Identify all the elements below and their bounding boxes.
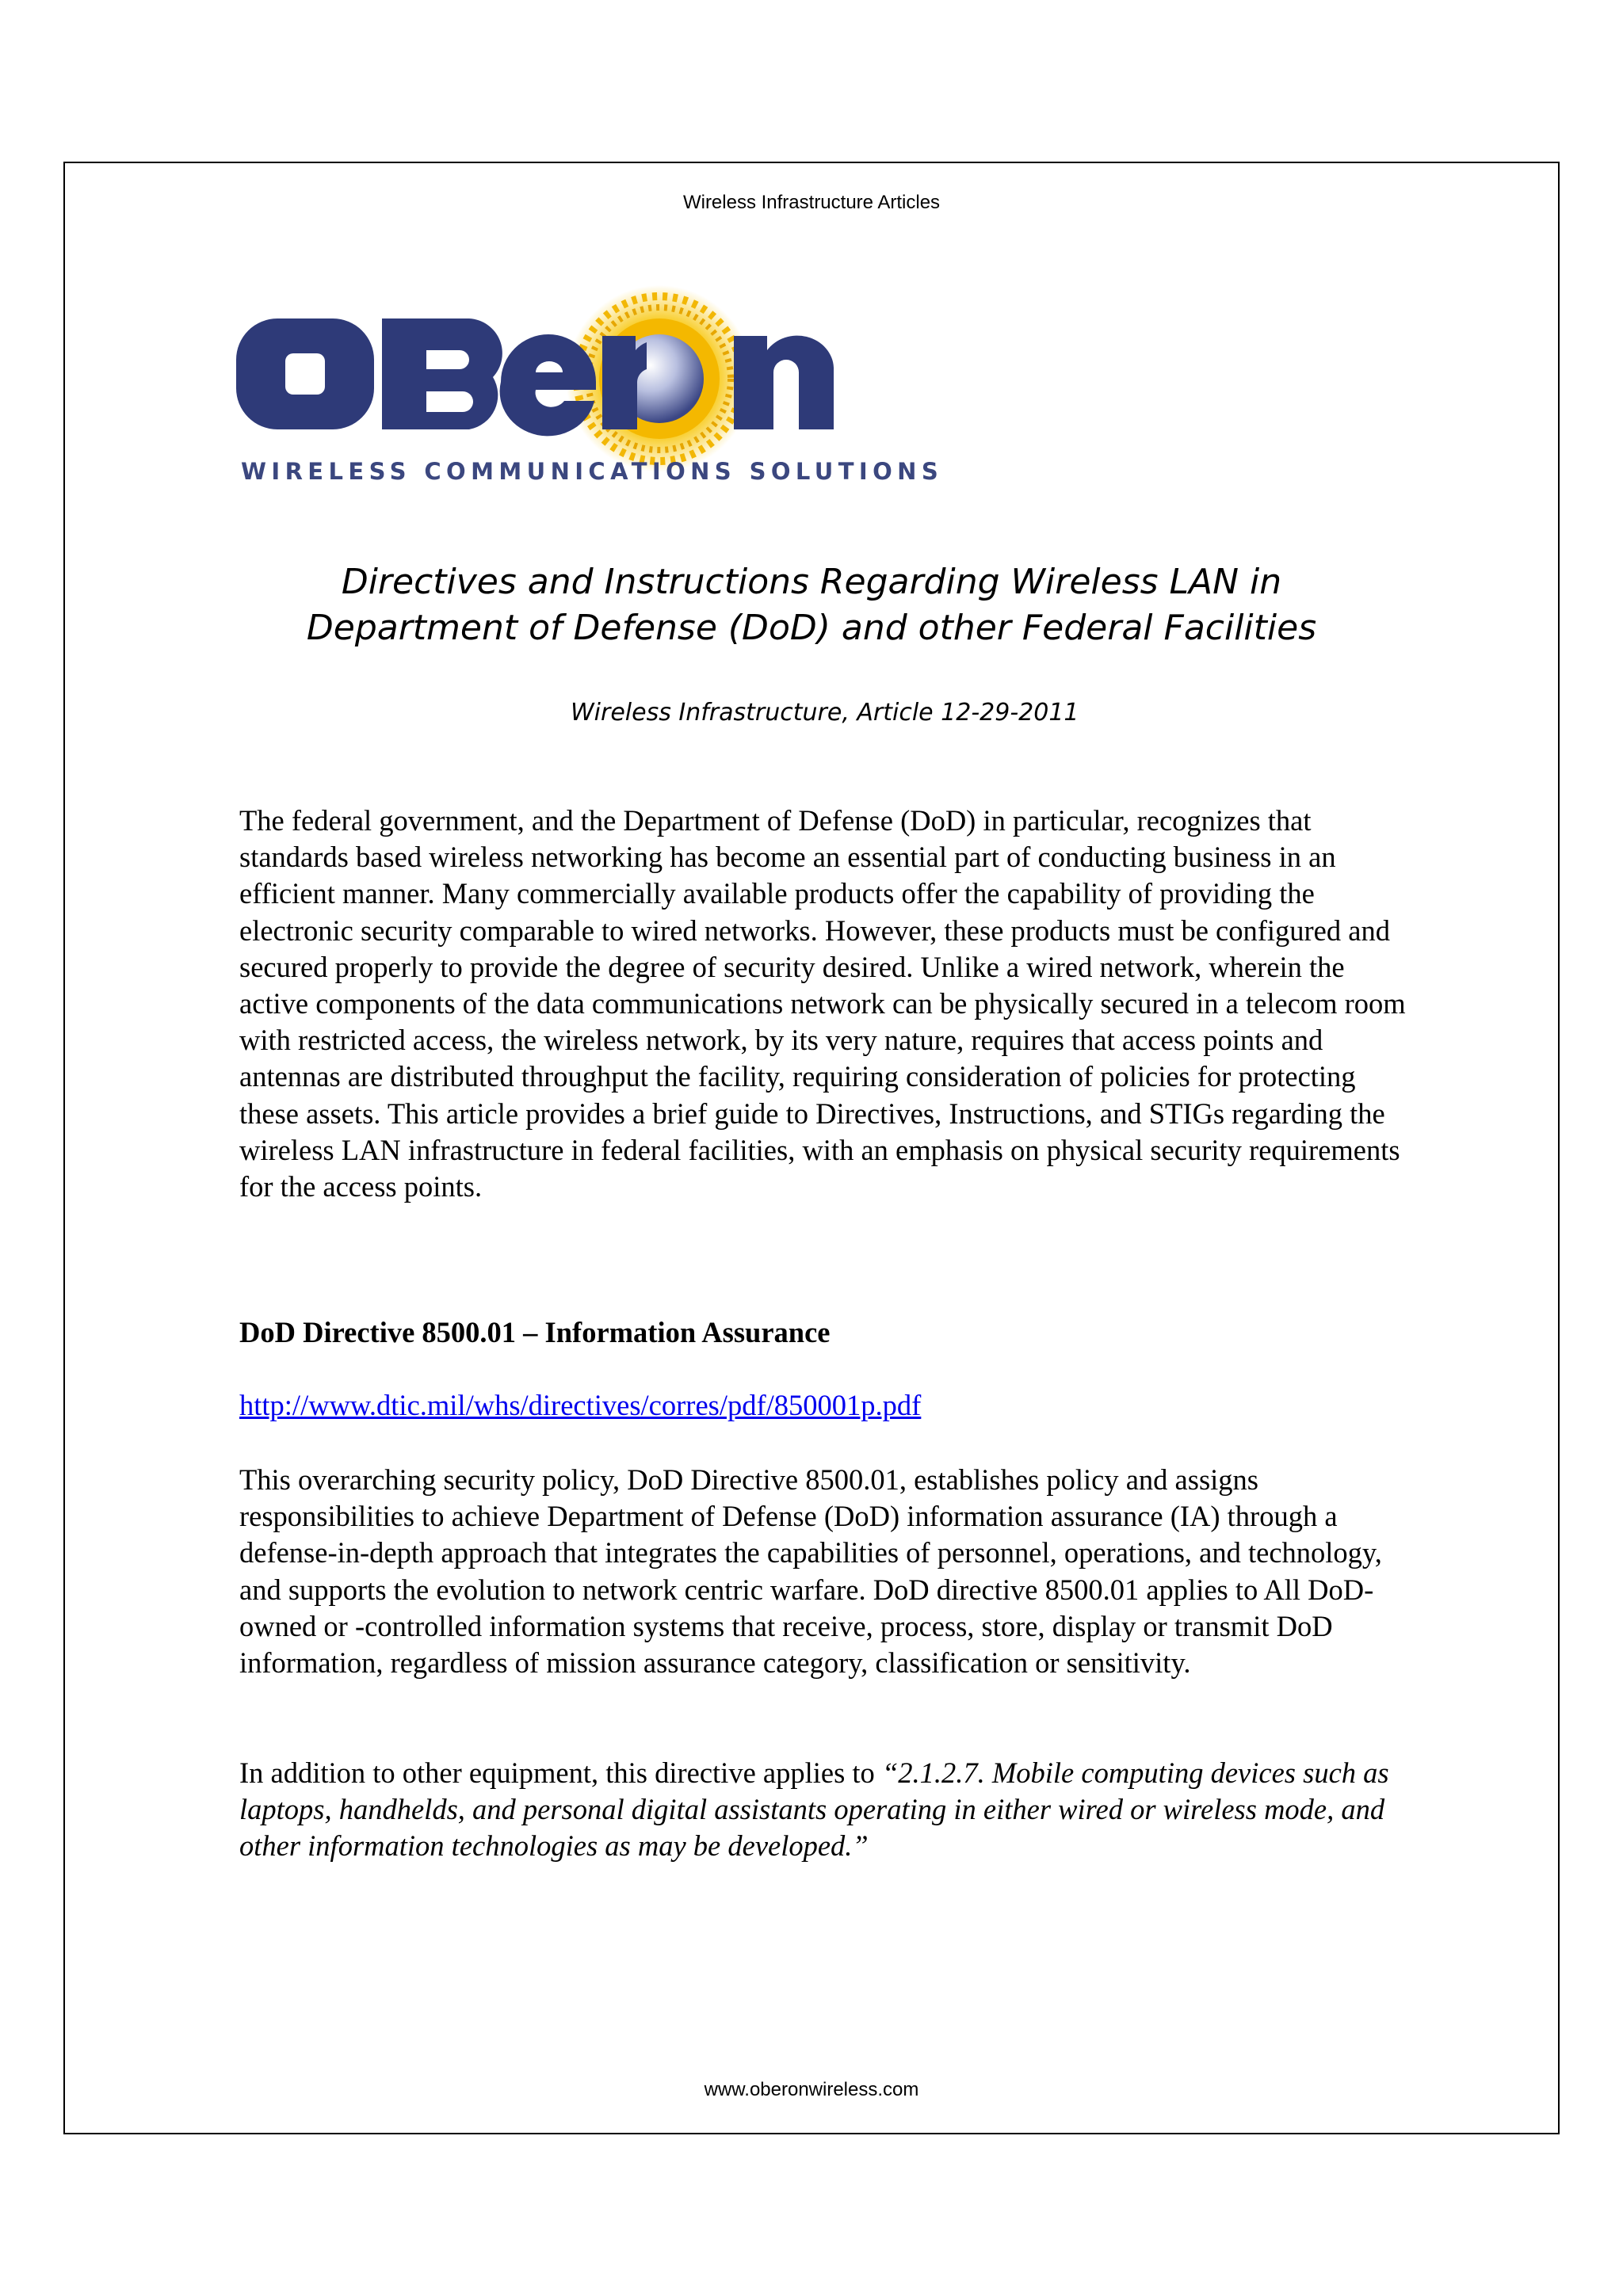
section-heading: DoD Directive 8500.01 – Information Assurance bbox=[239, 1316, 831, 1348]
applies-paragraph bbox=[239, 1755, 1412, 1865]
oberon-logo-graphic bbox=[230, 277, 943, 499]
page-footer: www.oberonwireless.com bbox=[704, 2079, 919, 2100]
article-subtitle: Wireless Infrastructure, Article 12-29-2011 bbox=[571, 699, 1079, 727]
applies-lead: In addition to other equipment, this directive applies to bbox=[239, 1756, 882, 1789]
title-line-1: Directives and Instructions Regarding Wireless LAN in bbox=[341, 562, 1282, 602]
oberon-logo bbox=[230, 277, 943, 499]
intro-paragraph: The federal government, and the Department of Defense (DoD) in particular, recognizes that standards based wireless networking has become an essential part of conducting business in an efficient manner. Many commercially available products offer the capability of providing the electronic security comparable to wired networks. However, these products must be configured and secured properly to provide the degree of security desired. Unlike a wired network, wherein the active components of the data communications network can be physically secured in a telecom room with restricted access, the wireless network, by its very nature, requires that access points and antennas are distributed throughput the facility, requiring consideration of policies for protecting these assets. This article provides a brief guide to Directives, Instructions, and STIGs regarding the wireless LAN infrastructure in federal facilities, with an emphasis on physical security requirements for the access points. bbox=[239, 804, 1406, 1203]
article-title bbox=[0, 559, 1623, 651]
oberon-wordmark bbox=[236, 318, 834, 436]
directive-link[interactable]: http://www.dtic.mil/whs/directives/corres/pdf/850001p.pdf bbox=[239, 1389, 922, 1421]
section-paragraph: This overarching security policy, DoD Directive 8500.01, establishes policy and assigns responsibilities to achieve Department of Defense (DoD) information assurance (IA) through a defense-in-depth approach that integrates the capabilities of personnel, operations, and technology, and supports the evolution to network centric warfare. DoD directive 8500.01 applies to All DoD-owned or -controlled information systems that receive, process, store, display or transmit DoD information, regardless of mission assurance category, classification or sensitivity. bbox=[239, 1463, 1382, 1680]
applies-quote: “2.1.2.7. Mobile computing devices such as laptops, handhelds, and personal digital assistants operating in either wired or wireless mode, and other information technologies as may be developed.” bbox=[239, 1756, 1389, 1863]
title-line-2: Department of Defense (DoD) and other Federal Facilities bbox=[306, 608, 1317, 648]
page-header: Wireless Infrastructure Articles bbox=[682, 192, 941, 213]
logo-tagline: WIRELESS COMMUNICATIONS SOLUTIONS bbox=[241, 458, 943, 485]
